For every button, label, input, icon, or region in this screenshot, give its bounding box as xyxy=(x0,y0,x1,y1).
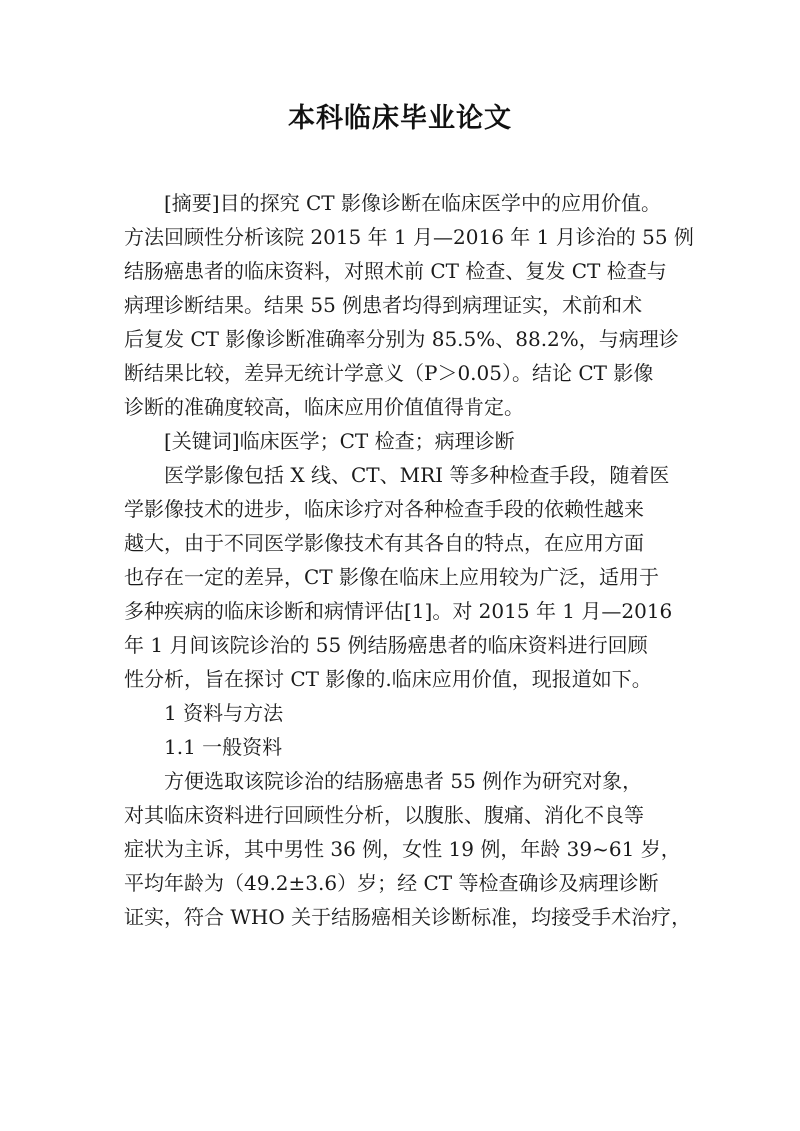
keywords-line: [关键词]临床医学；CT 检查；病理诊断 xyxy=(164,429,515,453)
abstract-line: 方法回顾性分析该院 2015 年 1 月—2016 年 1 月诊治的 55 例 xyxy=(124,225,694,249)
document-body xyxy=(124,186,696,934)
intro-line: 多种疾病的临床诊断和病情评估[1]。对 2015 年 1 月—2016 xyxy=(124,599,673,623)
document-title: 本科临床毕业论文 xyxy=(288,103,512,134)
general-data-line: 平均年龄为（49.2±3.6）岁；经 CT 等检查确诊及病理诊断 xyxy=(124,871,659,895)
abstract-line: 后复发 CT 影像诊断准确率分别为 85.5%、88.2%，与病理诊 xyxy=(124,327,679,351)
abstract-line: 诊断的准确度较高，临床应用价值值得肯定。 xyxy=(124,395,524,419)
subsection-heading: 1.1 一般资料 xyxy=(164,735,283,759)
intro-line: 学影像技术的进步，临床诊疗对各种检查手段的依赖性越来 xyxy=(124,497,644,521)
intro-line: 性分析，旨在探讨 CT 影像的.临床应用价值，现报道如下。 xyxy=(124,667,652,691)
general-data-line: 证实，符合 WHO 关于结肠癌相关诊断标准，均接受手术治疗， xyxy=(124,905,692,929)
section-heading: 1 资料与方法 xyxy=(164,701,284,725)
general-data-line: 方便选取该院诊治的结肠癌患者 55 例作为研究对象， xyxy=(164,769,643,793)
general-data-line: 对其临床资料进行回顾性分析，以腹胀、腹痛、消化不良等 xyxy=(124,803,644,827)
intro-line: 也存在一定的差异，CT 影像在临床上应用较为广泛，适用于 xyxy=(124,565,659,589)
abstract-line: 病理诊断结果。结果 55 例患者均得到病理证实，术前和术 xyxy=(124,293,643,317)
general-data-line: 症状为主诉，其中男性 36 例，女性 19 例，年龄 39~61 岁， xyxy=(124,837,681,861)
abstract-line: [摘要]目的探究 CT 影像诊断在临床医学中的应用价值。 xyxy=(164,191,661,215)
abstract-line: 结肠癌患者的临床资料，对照术前 CT 检查、复发 CT 检查与 xyxy=(124,259,667,283)
intro-line: 越大，由于不同医学影像技术有其各自的特点，在应用方面 xyxy=(124,531,644,555)
intro-line: 年 1 月间该院诊治的 55 例结肠癌患者的临床资料进行回顾 xyxy=(124,633,648,657)
intro-line: 医学影像包括 X 线、CT、MRI 等多种检查手段，随着医 xyxy=(164,463,670,487)
abstract-line: 断结果比较，差异无统计学意义（P＞0.05）。结论 CT 影像 xyxy=(124,361,654,385)
